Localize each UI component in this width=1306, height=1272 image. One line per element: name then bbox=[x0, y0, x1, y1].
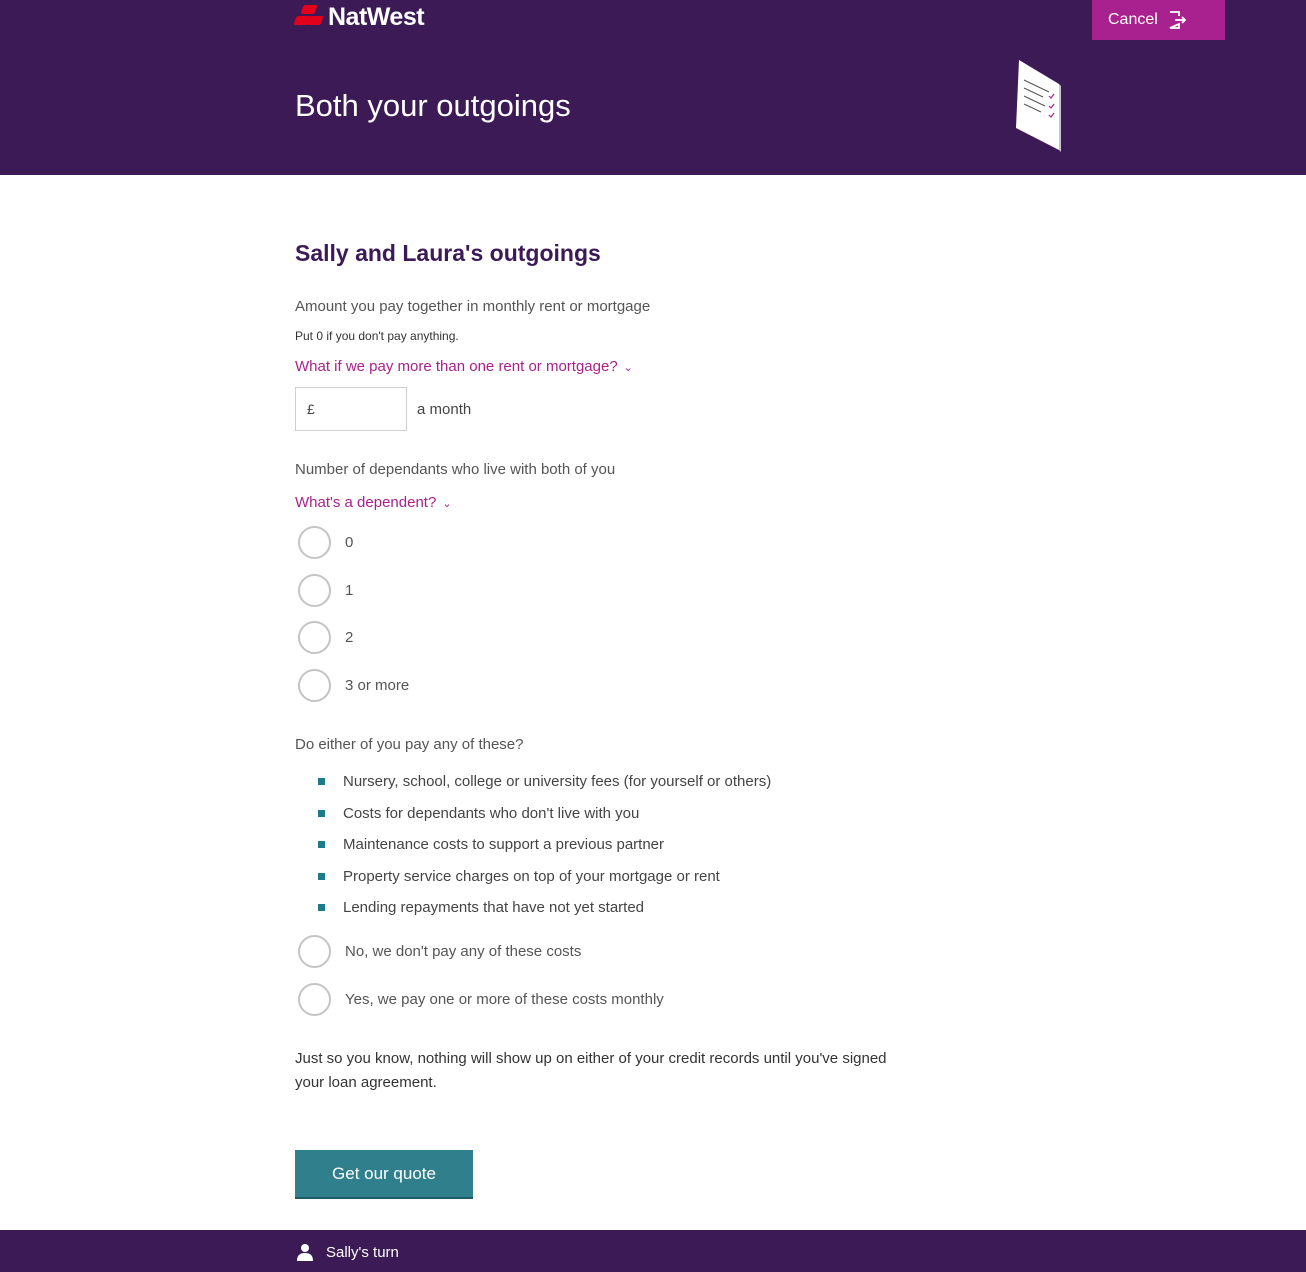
radio-button[interactable] bbox=[298, 526, 331, 559]
list-item bbox=[318, 861, 771, 893]
radio-button[interactable] bbox=[298, 935, 331, 968]
checklist-document-icon bbox=[1013, 58, 1063, 156]
natwest-logo[interactable] bbox=[295, 3, 424, 32]
turn-label: Sally's turn bbox=[326, 1243, 399, 1261]
bullet-icon bbox=[318, 904, 325, 911]
bullet-icon bbox=[318, 810, 325, 817]
rent-amount-input[interactable] bbox=[319, 401, 399, 417]
radio-label: 0 bbox=[345, 534, 354, 551]
user-icon bbox=[296, 1243, 314, 1261]
list-item-text: Maintenance costs to support a previous partner bbox=[343, 836, 665, 854]
dependants-option-1[interactable] bbox=[298, 574, 353, 607]
dependent-help-link[interactable] bbox=[295, 494, 452, 511]
rent-amount-field[interactable] bbox=[295, 387, 407, 431]
get-quote-button[interactable]: Get our quote bbox=[295, 1150, 473, 1197]
costs-option-yes[interactable] bbox=[298, 983, 664, 1016]
bullet-icon bbox=[318, 778, 325, 785]
cancel-button[interactable] bbox=[1092, 0, 1225, 40]
radio-button[interactable] bbox=[298, 621, 331, 654]
dependent-help-label: What's a dependent? bbox=[295, 494, 437, 511]
dependants-label: Number of dependants who live with both of you bbox=[295, 461, 616, 478]
section-title: Sally and Laura's outgoings bbox=[295, 240, 601, 266]
bullet-icon bbox=[318, 841, 325, 848]
footer-bar bbox=[0, 1230, 1306, 1272]
currency-symbol: £ bbox=[307, 401, 315, 417]
rent-help-link[interactable] bbox=[295, 358, 633, 375]
radio-label: 1 bbox=[345, 582, 354, 599]
exit-icon bbox=[1167, 10, 1187, 30]
list-item bbox=[318, 766, 771, 798]
bullet-icon bbox=[318, 873, 325, 880]
chevron-down-icon: ⌄ bbox=[442, 498, 452, 510]
list-item-text: Costs for dependants who don't live with you bbox=[343, 804, 640, 822]
list-item-text: Property service charges on top of your mortgage or rent bbox=[343, 867, 720, 885]
rent-label: Amount you pay together in monthly rent or mortgage bbox=[295, 298, 651, 315]
natwest-cubes-icon bbox=[295, 5, 323, 31]
radio-label: 3 or more bbox=[345, 677, 410, 694]
list-item-text: Lending repayments that have not yet started bbox=[343, 899, 645, 917]
dependants-option-0[interactable] bbox=[298, 526, 353, 559]
rent-suffix: a month bbox=[417, 401, 472, 418]
list-item bbox=[318, 829, 771, 861]
chevron-down-icon: ⌄ bbox=[623, 362, 633, 374]
brand-name: NatWest bbox=[328, 3, 425, 31]
radio-button[interactable] bbox=[298, 574, 331, 607]
radio-button[interactable] bbox=[298, 669, 331, 702]
radio-label: 2 bbox=[345, 629, 354, 646]
rent-hint: Put 0 if you don't pay anything. bbox=[295, 329, 459, 343]
rent-help-label: What if we pay more than one rent or mortgage? bbox=[295, 358, 618, 375]
credit-record-note: Just so you know, nothing will show up on either of your credit records until you've signed your loan agreement. bbox=[295, 1050, 887, 1091]
header-bar bbox=[0, 0, 1306, 175]
dependants-option-2[interactable] bbox=[298, 621, 353, 654]
list-item bbox=[318, 798, 771, 830]
costs-list bbox=[318, 766, 771, 924]
dependants-option-3-or-more[interactable] bbox=[298, 669, 409, 702]
costs-question: Do either of you pay any of these? bbox=[295, 736, 524, 753]
costs-option-no[interactable] bbox=[298, 935, 581, 968]
page-title: Both your outgoings bbox=[295, 88, 571, 123]
list-item bbox=[318, 892, 771, 924]
list-item-text: Nursery, school, college or university fees (for yourself or others) bbox=[343, 773, 772, 791]
turn-indicator bbox=[296, 1243, 399, 1261]
radio-label: Yes, we pay one or more of these costs monthly bbox=[345, 991, 664, 1008]
radio-label: No, we don't pay any of these costs bbox=[345, 943, 582, 960]
cancel-label: Cancel bbox=[1108, 11, 1158, 28]
radio-button[interactable] bbox=[298, 983, 331, 1016]
